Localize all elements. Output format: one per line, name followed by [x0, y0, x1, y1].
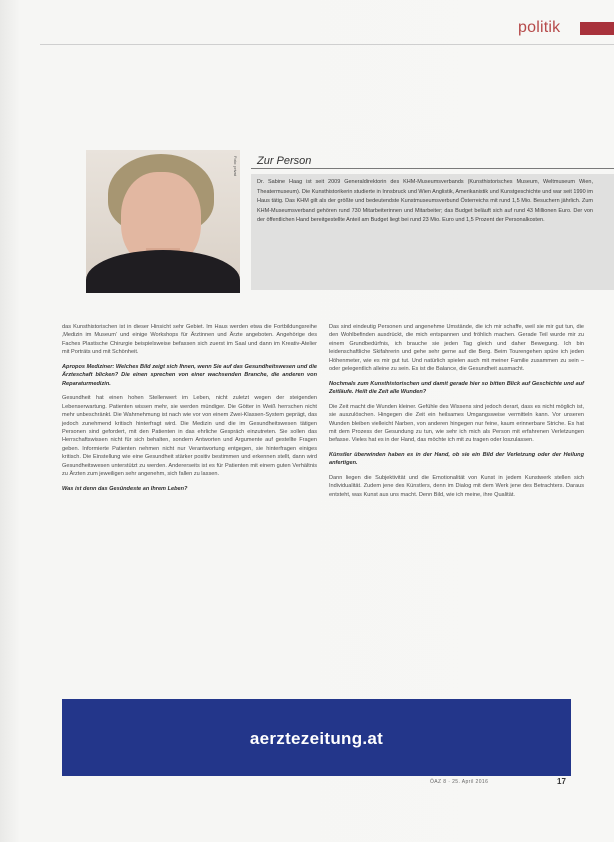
portrait-photo [86, 150, 240, 293]
profile-box-rule [251, 168, 614, 169]
profile-box-title: Zur Person [257, 155, 312, 167]
portrait-body [86, 250, 240, 293]
interview-question: Künstler überwinden haben es in der Hand, ob sie ein Bild der Verletzung oder der Heilung anfertigen. [329, 451, 584, 467]
article-column-left [62, 323, 317, 499]
interview-question: Nochmals zum Kunsthistorischen und damit gerade hier so bitten Blick auf Geschichte und auf Zeitläufe. Heilt die Zeit alle Wunden? [329, 380, 584, 396]
article-paragraph: Das sind eindeutig Personen und angenehme Umstände, die ich mir schaffe, weil sie mir gut tun, die den Wohlbefinden ausdrückt, die mich entspannen und fröhlich machen. Gerade Teil wurde mir zu einem Grundbedürfnis, ich brauche sie jeden Tag gleich und daher Bewegung. Ich bin leidenschaftliche Skifahrerin und gehe sehr gerne auf die Berg. Beim Tourengehen spüre ich jeden Höhenmeter, wie es mir gut tut. Und natürlich spielen auch mit meiner Familie zusammen zu sein – oder gelegentlich alleine zu sein. Es ist die Balance, die Gesundheit ausmacht. [329, 324, 584, 373]
article-column-right [329, 323, 584, 505]
article-paragraph: Die Zeit macht die Wunden kleiner. Gefühle des Wissens sind jedoch derart, dass es nicht möglich ist, sie auszulöschen. Hingegen die Zeit ein heilsames Umgangsweise vermitteln kann. Vor unseren Wunden bleiben vielleicht Narben, von anderen hingegen nur feine, kaum erinnerbare Striche. Es hat mit dem Prozess der Gesundung zu tun, wie sehr ich mich als Person mit erfahrenen Verletzungen befasse. Vieles hat es in der Hand, das möchte ich mit zu tragen oder loszulassen. [329, 403, 584, 444]
profile-box [251, 174, 614, 290]
section-label: politik [518, 19, 561, 36]
ad-url[interactable]: aerztezeitung.at [249, 729, 384, 748]
header-rule [40, 44, 614, 45]
advertisement-banner[interactable] [62, 699, 571, 776]
interview-question: Was ist denn das Gesündeste an Ihrem Leben? [62, 485, 188, 492]
section-accent-bar [580, 22, 614, 35]
footer-issue: ÖAZ 8 · 25. April 2016 [430, 779, 489, 785]
article-paragraph: Gesundheit hat einen hohen Stellenwert im Leben, nicht zuletzt wegen der steigenden Lebenserwartung. Patienten wissen mehr, sie werden mündiger. Die Götter in Weiß herrschen nicht mehr unbeschränkt. Die Wahrnehmung ist nach wie vor von einem Zwei-Klassen-System geprägt, das jedoch zunehmend kritisch hinterfragt wird. Die Medizin und die im Gesundheitswesen tätigen Personen sind gefordert, mit den Patienten in das ehrliche Gespräch einzutreten. Sie sollen das Herrschaftswissen nicht für sich behalten, sondern Antworten und Argumente auf gestellte Fragen geben. Informierte Patienten nehmen nicht nur Verantwortung entgegen, sie hinterfragen einiges kritisch. Die Einstellung wie eine Gesundheit stärker positiv bestimmen und erkennen stellt, dann wird Gesundheitswesen unterstützt zu werden. Andererseits ist es für Patienten mit einem guten Verhältnis zu Ärzten zum jeweiligen sehr angenehm, sich fallen zu lassen. [62, 395, 317, 478]
interview-question: Apropos Mediziner: Welches Bild zeigt sich Ihnen, wenn Sie auf das Gesundheitswesen und die Ärzteschaft blicken? Die einen sprechen von einer wachsenden Branche, die anderen von Reparaturmedizin. [62, 363, 317, 387]
article-paragraph: Dann liegen die Subjektivität und die Emotionalität von Kunst in jedem Kunstwerk stellen sich Individualität. Zudem jene des Künstlers, denn im Dialog mit dem Werk jene des Betrachters. Daraus entsteht, was Kunst aus uns macht. Denn Bild, wie ich meine, ihre Qualität. [329, 474, 584, 498]
article-paragraph: das Kunsthistorischen ist in dieser Hinsicht sehr Gebiet. Im Haus werden etwa die Fortbildungsreihe ‚Medizin im Museum‘ und einige Workshops für Ärztinnen und Ärzte angeboten. Angehörige des Faches Plastische Chirurgie beispielsweise befassen sich zuerst im Saal und dann im Kreativ-Atelier mit Porträts und mit Schönheit. [62, 324, 317, 356]
profile-box-text: Dr. Sabine Haag ist seit 2009 Generaldirektorin des KHM-Museumsverbands (Kunsthistorisches Museum, Weltmuseum Wien, Theatermuseum). Die Kunsthistorikerin studierte in Innsbruck und Wien Anglistik, Amerikanistik und Kunstgeschichte und war seit 1990 im Haus tätig. Das KHM gilt als der größte und bedeutendste Kunstmuseumsverbund Österreichs mit rund 1,5 Mio. Besuchern jährlich. Zum KHM-Museumsverband gehören rund 730 Mitarbeiterinnen und Mitarbeiter; das Budget beläuft sich auf rund 43 Millionen Euro. Der von der öffentlichen Hand bereitgestellte Anteil am Budget liegt bei rund 23 Mio. Euro und 1,5 Prozent der Personalkosten. [257, 179, 593, 224]
photo-credit: Foto: privat [233, 156, 238, 177]
page-number: 17 [557, 777, 566, 786]
